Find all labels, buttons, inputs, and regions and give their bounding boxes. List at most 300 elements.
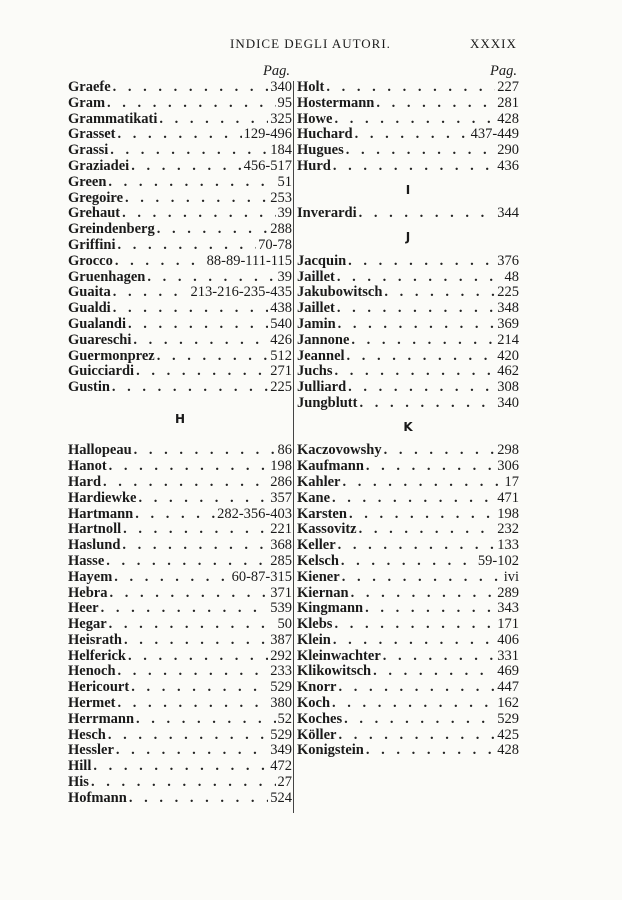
author-name: Hurd bbox=[297, 158, 331, 174]
page-ref: 198 bbox=[497, 506, 519, 522]
leader-dots bbox=[359, 396, 495, 412]
author-name: Hegar bbox=[68, 617, 107, 633]
leader-dots bbox=[122, 206, 275, 222]
leader-dots bbox=[351, 586, 496, 602]
index-entry bbox=[297, 554, 519, 570]
page-ref: 529 bbox=[497, 711, 519, 727]
author-name: Knorr bbox=[297, 680, 337, 696]
leader-dots bbox=[118, 664, 269, 680]
leader-dots bbox=[326, 80, 495, 96]
section-letter: I bbox=[405, 182, 411, 197]
page-ref: 86 bbox=[277, 443, 292, 459]
leader-dots bbox=[93, 759, 268, 775]
page-ref: 198 bbox=[270, 459, 292, 475]
page-ref: 436 bbox=[497, 158, 519, 174]
section-letter: K bbox=[403, 419, 413, 434]
leader-dots bbox=[346, 143, 496, 159]
page-ref: 281 bbox=[497, 95, 519, 111]
index-entry bbox=[68, 364, 292, 380]
index-entry bbox=[297, 349, 519, 365]
leader-dots bbox=[115, 254, 205, 270]
index-entry bbox=[297, 206, 519, 222]
index-entry bbox=[68, 649, 292, 665]
page-ref: 447 bbox=[497, 680, 519, 696]
index-entry bbox=[297, 143, 519, 159]
author-name: Henoch bbox=[68, 664, 116, 680]
index-entry bbox=[68, 491, 292, 507]
leader-dots bbox=[118, 238, 257, 254]
leader-dots bbox=[338, 538, 496, 554]
leader-dots bbox=[344, 712, 495, 728]
author-name: Jeannel bbox=[297, 348, 345, 364]
author-name: Haslund bbox=[68, 538, 121, 554]
leader-dots bbox=[131, 680, 268, 696]
author-name: Hallopeau bbox=[68, 443, 132, 459]
index-entry bbox=[68, 143, 292, 159]
page-ref: 369 bbox=[497, 316, 519, 332]
author-name: Jamin bbox=[297, 316, 336, 332]
author-name: Gualandi bbox=[68, 316, 127, 332]
leader-dots bbox=[112, 380, 268, 396]
page-ref: 539 bbox=[270, 601, 292, 617]
index-entry bbox=[297, 507, 519, 523]
index-entry bbox=[68, 696, 292, 712]
page-ref: 331 bbox=[497, 648, 519, 664]
leader-dots bbox=[107, 96, 275, 112]
page-ref: 426 bbox=[270, 332, 292, 348]
author-name: Kleinwachter bbox=[297, 648, 381, 664]
author-name: Konigstein bbox=[297, 743, 364, 759]
page-ref: 371 bbox=[270, 585, 292, 601]
page-ref: 271 bbox=[270, 364, 292, 380]
index-entry bbox=[68, 191, 292, 207]
author-name: Grehaut bbox=[68, 206, 121, 222]
author-name: Klebs bbox=[297, 617, 333, 633]
author-name: Hard bbox=[68, 474, 102, 490]
index-entry bbox=[68, 159, 292, 175]
author-name: Guareschi bbox=[68, 332, 132, 348]
index-entry bbox=[297, 127, 519, 143]
page-ref: 133 bbox=[497, 538, 519, 554]
page-ref: 288 bbox=[270, 222, 292, 238]
page-ref: 529 bbox=[270, 727, 292, 743]
author-name: Julliard bbox=[297, 380, 347, 396]
author-name: Jacquin bbox=[297, 253, 347, 269]
leader-dots bbox=[348, 254, 495, 270]
page-ref: 524 bbox=[270, 790, 292, 806]
leader-dots bbox=[108, 728, 268, 744]
page-ref: 184 bbox=[270, 143, 292, 159]
page-ref: 357 bbox=[270, 490, 292, 506]
author-name: Graefe bbox=[68, 80, 111, 95]
page-ref: 437-449 bbox=[470, 127, 519, 143]
leader-dots bbox=[343, 475, 503, 491]
leader-dots bbox=[109, 617, 276, 633]
page-ref: 225 bbox=[497, 285, 519, 301]
index-entry bbox=[68, 680, 292, 696]
author-name: Grocco bbox=[68, 253, 113, 269]
page-ref: 225 bbox=[270, 380, 292, 396]
author-name: Hostermann bbox=[297, 95, 375, 111]
page-ref: 540 bbox=[270, 316, 292, 332]
author-name: Howe bbox=[297, 111, 333, 127]
leader-dots bbox=[133, 333, 268, 349]
author-name: Gruenhagen bbox=[68, 269, 146, 285]
leader-dots bbox=[342, 570, 502, 586]
page-ref: 233 bbox=[270, 664, 292, 680]
author-name: Klein bbox=[297, 632, 331, 648]
index-entry bbox=[297, 538, 519, 554]
leader-dots bbox=[129, 791, 268, 807]
page-ref: 292 bbox=[270, 648, 292, 664]
page-ref: 171 bbox=[497, 617, 519, 633]
index-entry bbox=[297, 285, 519, 301]
author-name: Hessler bbox=[68, 743, 114, 759]
leader-dots bbox=[373, 664, 495, 680]
leader-dots bbox=[337, 270, 503, 286]
index-entry bbox=[297, 570, 519, 586]
leader-dots bbox=[113, 80, 269, 96]
index-entry bbox=[297, 664, 519, 680]
index-entry bbox=[297, 80, 519, 96]
page-ref: 285 bbox=[270, 553, 292, 569]
leader-dots bbox=[118, 696, 269, 712]
leader-dots bbox=[147, 270, 275, 286]
author-name: Kaczovowshy bbox=[297, 443, 382, 459]
author-name: Hayem bbox=[68, 569, 113, 585]
author-name: Kingmann bbox=[297, 601, 364, 617]
page-ref: 472 bbox=[270, 759, 292, 775]
author-name: Gustin bbox=[68, 380, 110, 396]
index-entry bbox=[297, 270, 519, 286]
page-ref: 425 bbox=[497, 727, 519, 743]
index-entry bbox=[297, 728, 519, 744]
page-ref: 349 bbox=[270, 743, 292, 759]
author-name: Gualdi bbox=[68, 301, 111, 317]
page-ref: 227 bbox=[497, 80, 519, 95]
pag-label: Pag. bbox=[490, 63, 517, 79]
author-name: Grammatikati bbox=[68, 111, 158, 127]
leader-dots bbox=[136, 364, 268, 380]
page-ref: 428 bbox=[497, 111, 519, 127]
index-entry bbox=[68, 80, 292, 96]
leader-dots bbox=[109, 586, 268, 602]
author-name: Kelsch bbox=[297, 553, 339, 569]
author-name: Grasset bbox=[68, 127, 116, 143]
page-ref: 17 bbox=[504, 474, 519, 490]
index-entry bbox=[297, 333, 519, 349]
index-entry bbox=[68, 443, 292, 459]
page-ref: 438 bbox=[270, 301, 292, 317]
author-name: Herrmann bbox=[68, 711, 135, 727]
index-entry bbox=[297, 254, 519, 270]
page-ref: 456-517 bbox=[243, 158, 292, 174]
page-ref: 290 bbox=[497, 143, 519, 159]
author-name: Kahler bbox=[297, 474, 341, 490]
index-entry bbox=[68, 270, 292, 286]
index-entry bbox=[68, 459, 292, 475]
author-name: Heisrath bbox=[68, 632, 122, 648]
page-ref: 70-78 bbox=[258, 237, 292, 253]
leader-dots bbox=[349, 507, 495, 523]
index-entry bbox=[68, 112, 292, 128]
page-ref: 380 bbox=[270, 696, 292, 712]
author-name: Jannone bbox=[297, 332, 350, 348]
author-name: Keller bbox=[297, 538, 336, 554]
leader-dots bbox=[366, 459, 495, 475]
author-name: Griffini bbox=[68, 237, 116, 253]
page-ref: 343 bbox=[497, 601, 519, 617]
leader-dots bbox=[128, 317, 268, 333]
page-ref: 308 bbox=[497, 380, 519, 396]
index-entry bbox=[68, 617, 292, 633]
page-ref: 162 bbox=[497, 696, 519, 712]
page-ref: 59-102 bbox=[477, 553, 519, 569]
index-entry bbox=[297, 301, 519, 317]
author-name: Graziadei bbox=[68, 158, 130, 174]
index-entry bbox=[68, 775, 292, 791]
index-entry bbox=[297, 475, 519, 491]
page-ref: 420 bbox=[497, 348, 519, 364]
index-entry bbox=[297, 680, 519, 696]
index-entry bbox=[68, 96, 292, 112]
author-name: Hanot bbox=[68, 459, 107, 475]
page-ref: 340 bbox=[497, 395, 519, 411]
leader-dots bbox=[338, 680, 495, 696]
author-name: Hericourt bbox=[68, 680, 130, 696]
author-name: Hebra bbox=[68, 585, 108, 601]
leader-dots bbox=[347, 349, 496, 365]
index-entry bbox=[68, 728, 292, 744]
index-entry bbox=[297, 396, 519, 412]
page-ref: 306 bbox=[497, 459, 519, 475]
index-entry bbox=[297, 522, 519, 538]
page-ref: 462 bbox=[497, 364, 519, 380]
page-ref: 286 bbox=[270, 474, 292, 490]
leader-dots bbox=[113, 285, 189, 301]
page-ref: 129-496 bbox=[243, 127, 292, 143]
page-ref: 214 bbox=[497, 332, 519, 348]
index-entry bbox=[297, 380, 519, 396]
index-entry bbox=[297, 712, 519, 728]
page-ref: 512 bbox=[270, 348, 292, 364]
page-ref: 428 bbox=[497, 743, 519, 759]
index-entry bbox=[297, 633, 519, 649]
page-ref: 325 bbox=[270, 111, 292, 127]
index-entry bbox=[68, 475, 292, 491]
index-entry bbox=[68, 238, 292, 254]
author-name: Kiernan bbox=[297, 585, 349, 601]
leader-dots bbox=[128, 649, 268, 665]
leader-dots bbox=[114, 570, 229, 586]
author-name: Green bbox=[68, 174, 107, 190]
leader-dots bbox=[134, 443, 276, 459]
page-ref: 298 bbox=[497, 443, 519, 459]
leader-dots bbox=[135, 507, 215, 523]
index-entry bbox=[68, 791, 292, 807]
author-name: Karsten bbox=[297, 506, 347, 522]
leader-dots bbox=[106, 554, 268, 570]
author-name: Hill bbox=[68, 759, 92, 775]
index-entry bbox=[297, 743, 519, 759]
page-ref: 368 bbox=[270, 538, 292, 554]
leader-dots bbox=[333, 159, 495, 175]
page-number: XXXIX bbox=[470, 36, 517, 51]
author-name: Guermonprez bbox=[68, 348, 155, 364]
leader-dots bbox=[383, 649, 495, 665]
author-name: Hesch bbox=[68, 727, 106, 743]
index-entry bbox=[297, 491, 519, 507]
section-letter: H bbox=[174, 411, 186, 426]
index-entry bbox=[68, 538, 292, 554]
author-name: Gram bbox=[68, 95, 106, 111]
page-ref: 406 bbox=[497, 632, 519, 648]
leader-dots bbox=[334, 112, 495, 128]
leader-dots bbox=[338, 317, 496, 333]
leader-dots bbox=[359, 206, 496, 222]
author-name: Jaillet bbox=[297, 269, 335, 285]
index-entry bbox=[68, 522, 292, 538]
leader-dots bbox=[384, 285, 495, 301]
index-entry bbox=[297, 159, 519, 175]
page-ref: 469 bbox=[497, 664, 519, 680]
author-name: Inverardi bbox=[297, 206, 357, 222]
author-name: Grassi bbox=[68, 143, 109, 159]
index-entry bbox=[297, 317, 519, 333]
leader-dots bbox=[332, 696, 495, 712]
leader-dots bbox=[157, 349, 269, 365]
right-column bbox=[297, 64, 519, 759]
page-ref: 60-87-315 bbox=[231, 569, 292, 585]
page-ref: 88-89-111-115 bbox=[206, 253, 292, 269]
page-ref: 95 bbox=[277, 95, 292, 111]
index-entry bbox=[68, 285, 292, 301]
page-ref: 48 bbox=[504, 269, 519, 285]
author-name: Köller bbox=[297, 727, 337, 743]
page-ref: 39 bbox=[277, 269, 292, 285]
index-entry bbox=[68, 507, 292, 523]
index-entry bbox=[68, 601, 292, 617]
author-name: Hardiewke bbox=[68, 490, 137, 506]
page-ref: 213-216-235-435 bbox=[190, 285, 292, 301]
index-entry bbox=[68, 206, 292, 222]
page-ref: 27 bbox=[277, 775, 292, 791]
page-ref: 340 bbox=[270, 80, 292, 95]
page-ref: ivi bbox=[503, 569, 519, 585]
index-entry bbox=[297, 649, 519, 665]
index-entry bbox=[68, 570, 292, 586]
author-name: Helferick bbox=[68, 648, 126, 664]
index-entry bbox=[68, 175, 292, 191]
leader-dots bbox=[334, 617, 495, 633]
leader-dots bbox=[157, 222, 269, 238]
author-name: Kane bbox=[297, 490, 331, 506]
index-entry bbox=[297, 443, 519, 459]
leader-dots bbox=[333, 633, 495, 649]
pag-label: Pag. bbox=[263, 63, 290, 79]
leader-dots bbox=[91, 775, 276, 791]
author-name: Jungblutt bbox=[297, 395, 358, 411]
index-entry bbox=[68, 712, 292, 728]
author-name: Hermet bbox=[68, 696, 116, 712]
leader-dots bbox=[351, 333, 495, 349]
page-ref: 376 bbox=[497, 253, 519, 269]
leader-dots bbox=[124, 633, 268, 649]
index-entry bbox=[68, 380, 292, 396]
leader-dots bbox=[341, 554, 476, 570]
running-title: INDICE DEGLI AUTORI. bbox=[230, 36, 391, 51]
leader-dots bbox=[131, 159, 241, 175]
leader-dots bbox=[103, 475, 268, 491]
leader-dots bbox=[355, 127, 469, 143]
index-entry bbox=[68, 664, 292, 680]
author-name: Hartmann bbox=[68, 506, 134, 522]
index-entry bbox=[68, 317, 292, 333]
author-name: Jaillet bbox=[297, 301, 335, 317]
index-entry bbox=[68, 222, 292, 238]
leader-dots bbox=[159, 112, 268, 128]
leader-dots bbox=[123, 522, 268, 538]
leader-dots bbox=[337, 301, 495, 317]
leader-dots bbox=[108, 175, 275, 191]
page-ref: 289 bbox=[497, 585, 519, 601]
page-ref: 348 bbox=[497, 301, 519, 317]
leader-dots bbox=[366, 743, 495, 759]
index-entry bbox=[68, 301, 292, 317]
index-entry bbox=[297, 617, 519, 633]
leader-dots bbox=[136, 712, 275, 728]
leader-dots bbox=[332, 491, 495, 507]
leader-dots bbox=[338, 728, 495, 744]
page-ref: 51 bbox=[277, 174, 292, 190]
index-entry bbox=[68, 586, 292, 602]
index-entry bbox=[68, 349, 292, 365]
author-name: Hasse bbox=[68, 553, 105, 569]
page-ref: 471 bbox=[497, 490, 519, 506]
author-name: Klikowitsch bbox=[297, 664, 372, 680]
leader-dots bbox=[109, 459, 269, 475]
index-entry bbox=[297, 601, 519, 617]
leader-dots bbox=[101, 601, 269, 617]
index-entry bbox=[68, 333, 292, 349]
page-ref: 282-356-403 bbox=[217, 506, 292, 522]
page-ref: 253 bbox=[270, 190, 292, 206]
page-ref: 221 bbox=[270, 522, 292, 538]
page-ref: 52 bbox=[277, 711, 292, 727]
leader-dots bbox=[359, 522, 496, 538]
page-ref: 529 bbox=[270, 680, 292, 696]
page-ref: 344 bbox=[497, 206, 519, 222]
author-name: Hugues bbox=[297, 143, 344, 159]
author-name: Holt bbox=[297, 80, 325, 95]
leader-dots bbox=[376, 96, 495, 112]
index-entry bbox=[68, 633, 292, 649]
author-name: Heer bbox=[68, 601, 99, 617]
author-name: Jakubowitsch bbox=[297, 285, 383, 301]
index-entry bbox=[68, 127, 292, 143]
index-entry bbox=[68, 554, 292, 570]
index-entry bbox=[68, 759, 292, 775]
index-entry bbox=[297, 459, 519, 475]
author-name: His bbox=[68, 775, 89, 791]
leader-dots bbox=[118, 127, 242, 143]
index-entry bbox=[68, 254, 292, 270]
author-name: Koch bbox=[297, 696, 331, 712]
author-name: Juchs bbox=[297, 364, 333, 380]
author-name: Kaufmann bbox=[297, 459, 364, 475]
section-letter: J bbox=[405, 230, 411, 245]
page-ref: 387 bbox=[270, 632, 292, 648]
